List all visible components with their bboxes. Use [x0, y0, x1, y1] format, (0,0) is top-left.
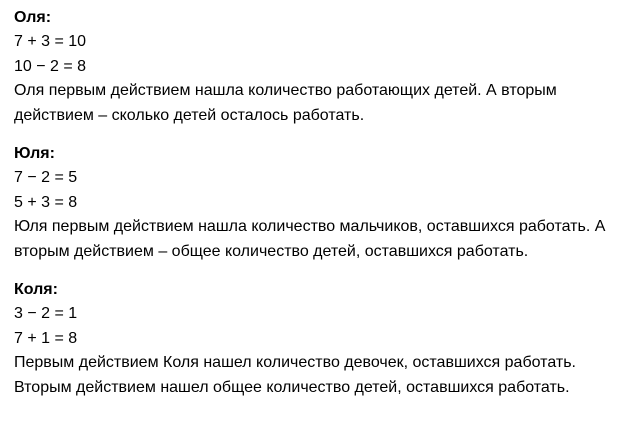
explanation-line: вторым действием – общее количество детей, оставшихся работать.	[14, 242, 529, 260]
equation-line: 3 − 2 = 1	[14, 305, 78, 322]
equation-line: 7 + 1 = 8	[14, 329, 78, 347]
solution-kolya	[14, 278, 619, 400]
equation-line: 7 + 3 = 10	[14, 33, 87, 50]
equation-line: 7 − 2 = 5	[14, 169, 78, 186]
explanation-line: Первым действием Коля нашел количество девочек, оставшихся работать.	[14, 354, 576, 371]
student-name: Оля:	[14, 9, 52, 26]
equation-line: 10 − 2 = 8	[14, 57, 87, 75]
explanation-line: Вторым действием нашел общее количество детей, оставшихся работать.	[14, 378, 570, 396]
solution-olya	[14, 6, 619, 128]
solution-yulya	[14, 142, 619, 264]
equation-line: 5 + 3 = 8	[14, 193, 78, 211]
explanation-line: Юля первым действием нашла количество мальчиков, оставшихся работать. А	[14, 218, 606, 235]
explanation-line: Оля первым действием нашла количество работающих детей. А вторым	[14, 82, 557, 99]
student-name: Коля:	[14, 281, 58, 298]
explanation-line: действием – сколько детей осталось работать.	[14, 106, 365, 124]
student-name: Юля:	[14, 145, 55, 162]
